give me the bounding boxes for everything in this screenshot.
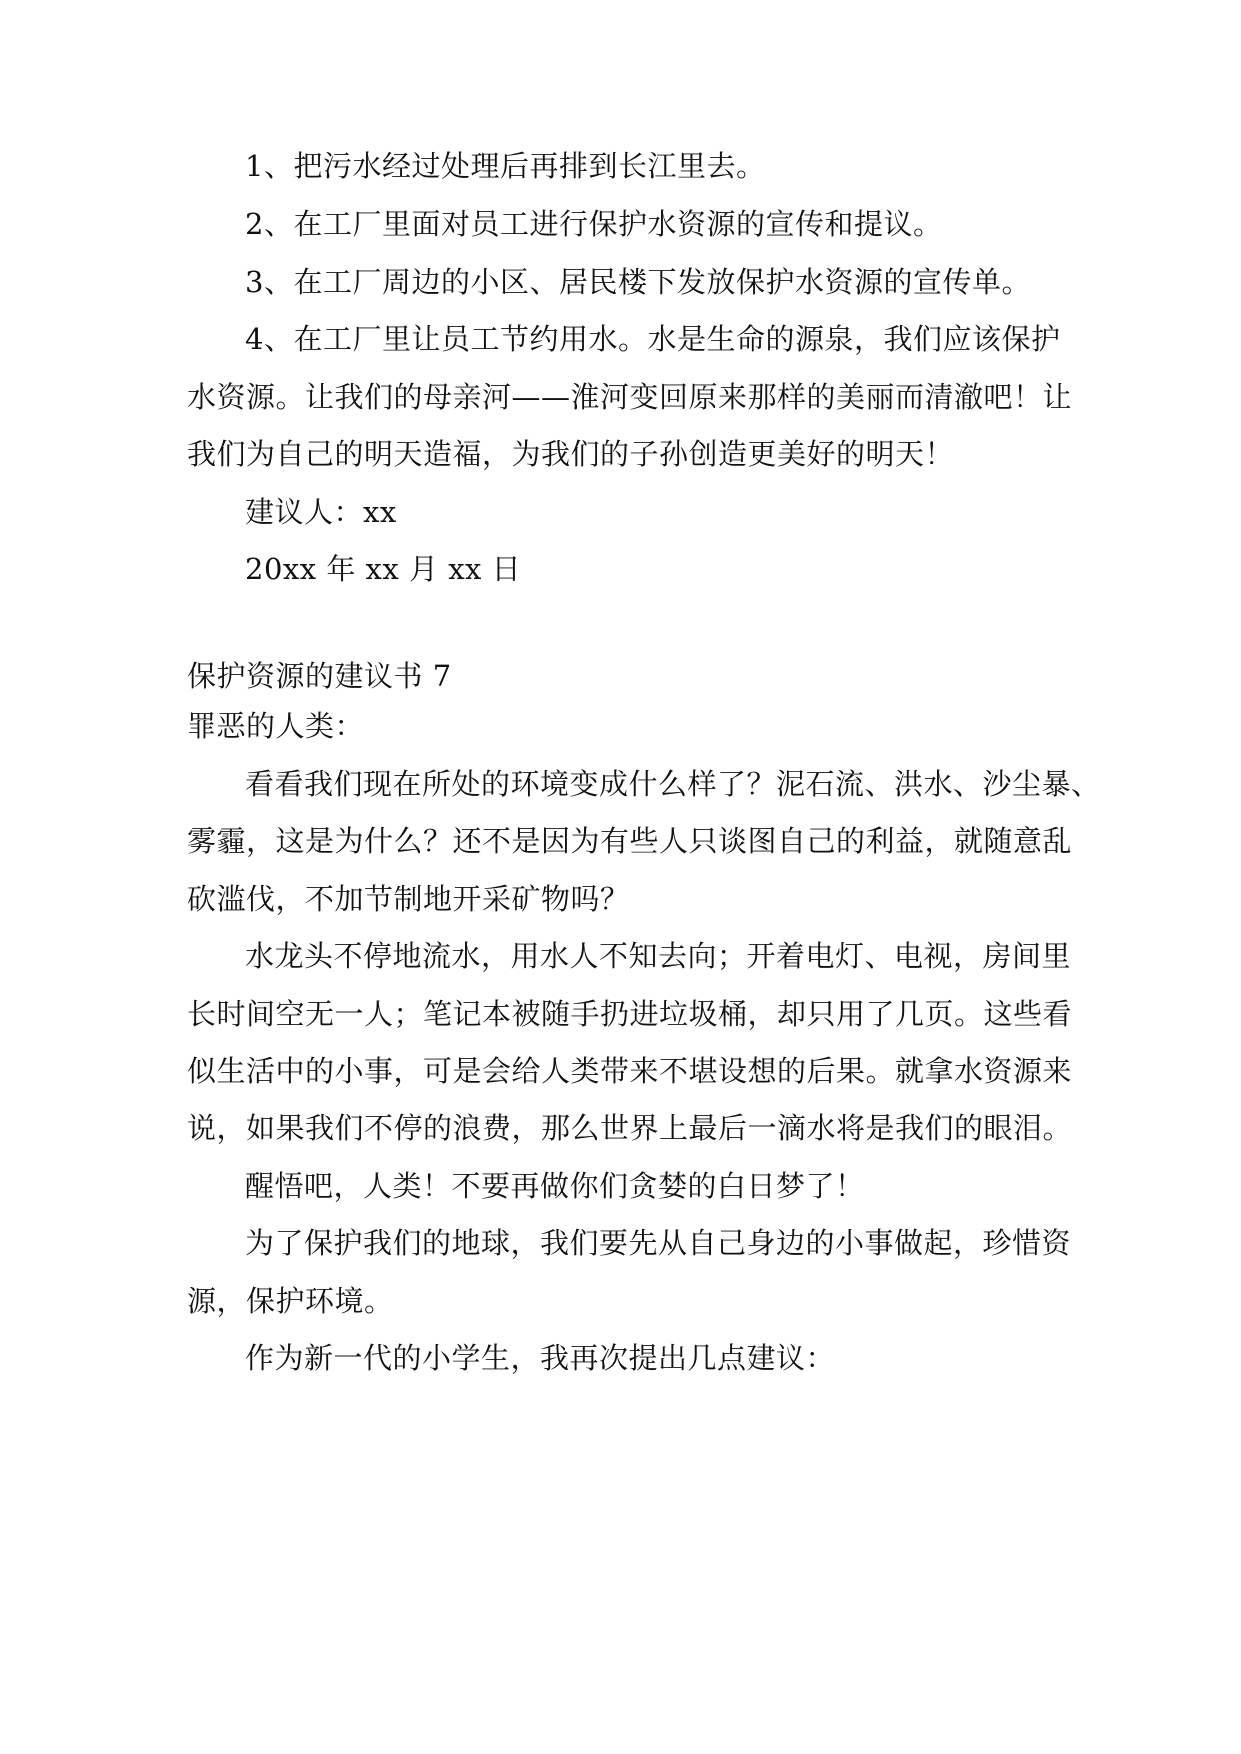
paragraph-2-line-4: 说，如果我们不停的浪费，那么世界上最后一滴水将是我们的眼泪。	[187, 1111, 1073, 1145]
paragraph-5: 作为新一代的小学生，我再次提出几点建议：	[245, 1341, 836, 1375]
suggestion-item-4-line-2: 水资源。让我们的母亲河——淮河变回原来那样的美丽而清澈吧！让	[187, 380, 1073, 414]
paragraph-1-line-2: 雾霾，这是为什么？还不是因为有些人只谈图自己的利益，就随意乱	[187, 824, 1073, 858]
suggestion-item-4-line-1: 4、在工厂里让员工节约用水。水是生命的源泉，我们应该保护	[245, 322, 1061, 356]
paragraph-2-line-1: 水龙头不停地流水，用水人不知去向；开着电灯、电视，房间里	[245, 939, 1072, 973]
paragraph-3: 醒悟吧，人类！不要再做你们贪婪的白日梦了！	[245, 1169, 865, 1203]
letter-title: 保护资源的建议书 7	[187, 659, 452, 693]
paragraph-4-line-1: 为了保护我们的地球，我们要先从自己身边的小事做起，珍惜资	[245, 1226, 1072, 1260]
salutation: 罪恶的人类：	[187, 709, 365, 743]
paragraph-1-line-1: 看看我们现在所处的环境变成什么样了？泥石流、洪水、沙尘暴、	[245, 767, 1101, 801]
signature: 建议人：xx	[245, 495, 397, 529]
paragraph-1-line-3: 砍滥伐，不加节制地开采矿物吗？	[187, 882, 630, 916]
date: 20xx 年 xx 月 xx 日	[245, 552, 522, 586]
suggestion-item-4-line-3: 我们为自己的明天造福，为我们的子孙创造更美好的明天！	[187, 437, 955, 471]
suggestion-item-2: 2、在工厂里面对员工进行保护水资源的宣传和提议。	[245, 207, 943, 241]
paragraph-2-line-2: 长时间空无一人；笔记本被随手扔进垃圾桶，却只用了几页。这些看	[187, 997, 1073, 1031]
paragraph-4-line-2: 源，保护环境。	[187, 1284, 394, 1318]
suggestion-item-1: 1、把污水经过处理后再排到长江里去。	[245, 149, 766, 183]
suggestion-item-3: 3、在工厂周边的小区、居民楼下发放保护水资源的宣传单。	[245, 265, 1031, 299]
paragraph-2-line-3: 似生活中的小事，可是会给人类带来不堪设想的后果。就拿水资源来	[187, 1054, 1073, 1088]
